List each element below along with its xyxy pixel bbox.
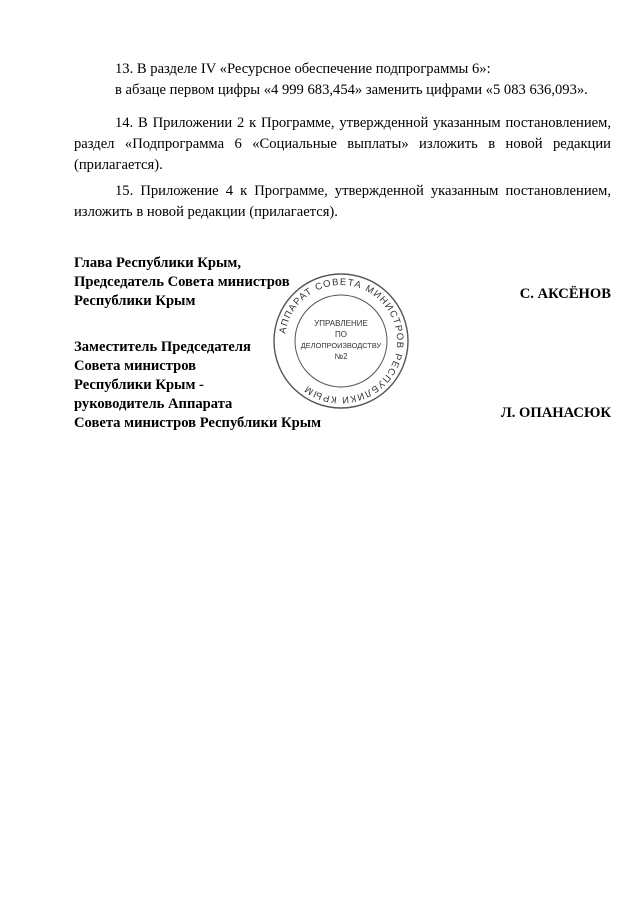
- signatory-2-title-line: Республики Крым -: [74, 377, 204, 393]
- official-stamp: [271, 271, 411, 411]
- item-13-line-1: 13. В разделе IV «Ресурсное обеспечение подпрограммы 6»:: [115, 61, 491, 77]
- signatory-2-title-line: Заместитель Председателя: [74, 339, 251, 355]
- signatory-1-name: С. АКСЁНОВ: [519, 286, 611, 302]
- signatory-1-title-line: Председатель Совета министров: [74, 274, 290, 290]
- stamp-ring-text: АППАРАТ СОВЕТА МИНИСТРОВ РЕСПУБЛИКИ КРЫМ: [277, 276, 406, 406]
- item-13: [74, 59, 611, 101]
- item-13-line-2: в абзаце первом цифры «4 999 683,454» заменить цифрами «5 083 636,093».: [115, 82, 588, 98]
- signatory-2-title-line: руководитель Аппарата: [74, 396, 233, 412]
- item-14: 14. В Приложении 2 к Программе, утвержденной указанным постановлением, раздел «Подпрограмма 6 «Социальные выплаты» изложить в новой редакции (прилагается).: [74, 115, 611, 173]
- signatory-2-name: Л. ОПАНАСЮК: [500, 405, 611, 421]
- stamp-center-line: УПРАВЛЕНИЕ: [314, 319, 368, 328]
- stamp-center-line: ДЕЛОПРОИЗВОДСТВУ: [300, 341, 382, 350]
- signatory-1-title-line: Республики Крым: [74, 293, 196, 309]
- signatory-1-title: [74, 254, 290, 311]
- stamp-center-line: ПО: [335, 330, 347, 339]
- signatory-1-title-line: Глава Республики Крым,: [74, 255, 241, 271]
- stamp-center-line: №2: [334, 352, 348, 361]
- item-15: 15. Приложение 4 к Программе, утвержденной указанным постановлением, изложить в новой редакции (прилагается).: [74, 183, 611, 220]
- signatory-2-title-line: Совета министров Республики Крым: [74, 415, 322, 431]
- signatory-2-title-line: Совета министров: [74, 358, 197, 374]
